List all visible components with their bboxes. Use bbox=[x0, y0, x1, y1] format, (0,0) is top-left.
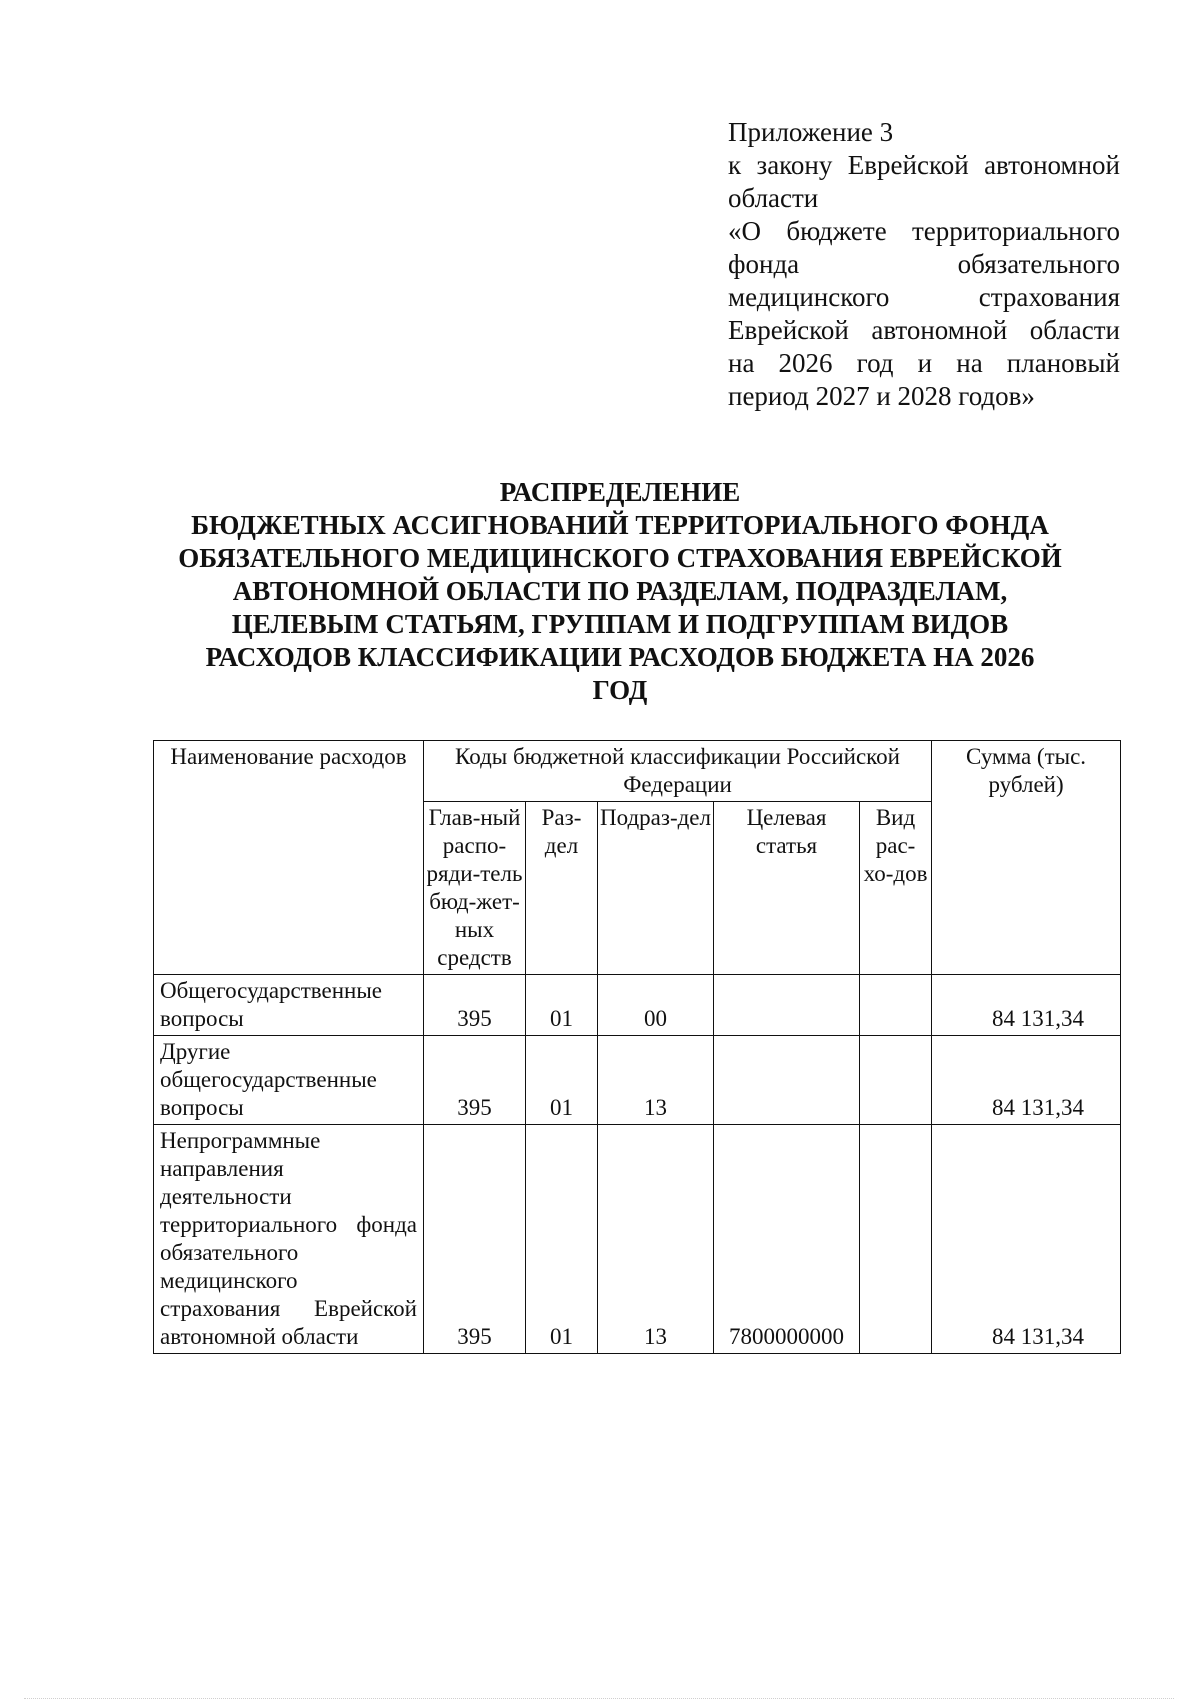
annex-law-reference: к закону Еврейской автономной области bbox=[728, 150, 1120, 213]
row-name: Другие общегосударственные вопросы bbox=[154, 1036, 424, 1125]
row-section: 01 bbox=[526, 1036, 598, 1125]
row-name: Общегосударственные вопросы bbox=[154, 975, 424, 1036]
header-name: Наименование расходов bbox=[154, 741, 424, 975]
header-target-article: Целевая статья bbox=[714, 802, 860, 975]
header-sum: Сумма (тыс. рублей) bbox=[932, 741, 1121, 975]
row-kind bbox=[860, 1125, 932, 1354]
table-row bbox=[154, 975, 1121, 1036]
title-line: АВТОНОМНОЙ ОБЛАСТИ ПО РАЗДЕЛАМ, ПОДРАЗДЕЛАМ, bbox=[232, 576, 1008, 606]
row-chief: 395 bbox=[424, 1125, 526, 1354]
title-line: РАСПРЕДЕЛЕНИЕ bbox=[499, 477, 741, 507]
row-sum: 84 131,34 bbox=[932, 1036, 1121, 1125]
row-name: Непрограммные направления деятельности территориального фонда обязательного медицинского страхования Еврейской автономной области bbox=[154, 1125, 424, 1354]
table-row bbox=[154, 1036, 1121, 1125]
header-expense-kind: Вид рас-хо-дов bbox=[860, 802, 932, 975]
row-sum: 84 131,34 bbox=[932, 975, 1121, 1036]
row-subsection: 00 bbox=[598, 975, 714, 1036]
annex-law-title: «О бюджете территориального фонда обязательного медицинского страхования Еврейской автономной области на 2026 год и на плановый период 2027 и 2028 годов» bbox=[728, 216, 1120, 411]
row-section: 01 bbox=[526, 1125, 598, 1354]
header-codes: Коды бюджетной классификации Российской Федерации bbox=[424, 741, 932, 802]
row-kind bbox=[860, 975, 932, 1036]
title-line: ОБЯЗАТЕЛЬНОГО МЕДИЦИНСКОГО СТРАХОВАНИЯ ЕВРЕЙСКОЙ bbox=[178, 543, 1062, 573]
table-header-row bbox=[154, 741, 1121, 802]
table-row bbox=[154, 1125, 1121, 1354]
page-bottom-divider bbox=[24, 1698, 1174, 1699]
row-section: 01 bbox=[526, 975, 598, 1036]
row-subsection: 13 bbox=[598, 1036, 714, 1125]
row-chief: 395 bbox=[424, 1036, 526, 1125]
header-section: Раз-дел bbox=[526, 802, 598, 975]
document-title bbox=[140, 476, 1100, 707]
title-line: ЦЕЛЕВЫМ СТАТЬЯМ, ГРУППАМ И ПОДГРУППАМ ВИДОВ bbox=[231, 609, 1009, 639]
header-chief-administrator: Глав-ный распо-ряди-тель бюд-жет-ных средств bbox=[424, 802, 526, 975]
row-sum: 84 131,34 bbox=[932, 1125, 1121, 1354]
row-target bbox=[714, 1036, 860, 1125]
title-line: БЮДЖЕТНЫХ АССИГНОВАНИЙ ТЕРРИТОРИАЛЬНОГО ФОНДА bbox=[191, 510, 1049, 540]
row-kind bbox=[860, 1036, 932, 1125]
budget-table bbox=[153, 740, 1121, 1354]
row-target: 7800000000 bbox=[714, 1125, 860, 1354]
annex-label: Приложение 3 bbox=[728, 117, 894, 147]
annex-block bbox=[728, 116, 1120, 413]
row-chief: 395 bbox=[424, 975, 526, 1036]
row-subsection: 13 bbox=[598, 1125, 714, 1354]
header-subsection: Подраз-дел bbox=[598, 802, 714, 975]
title-line: РАСХОДОВ КЛАССИФИКАЦИИ РАСХОДОВ БЮДЖЕТА НА 2026 bbox=[205, 642, 1035, 672]
row-target bbox=[714, 975, 860, 1036]
title-line: ГОД bbox=[592, 675, 648, 705]
